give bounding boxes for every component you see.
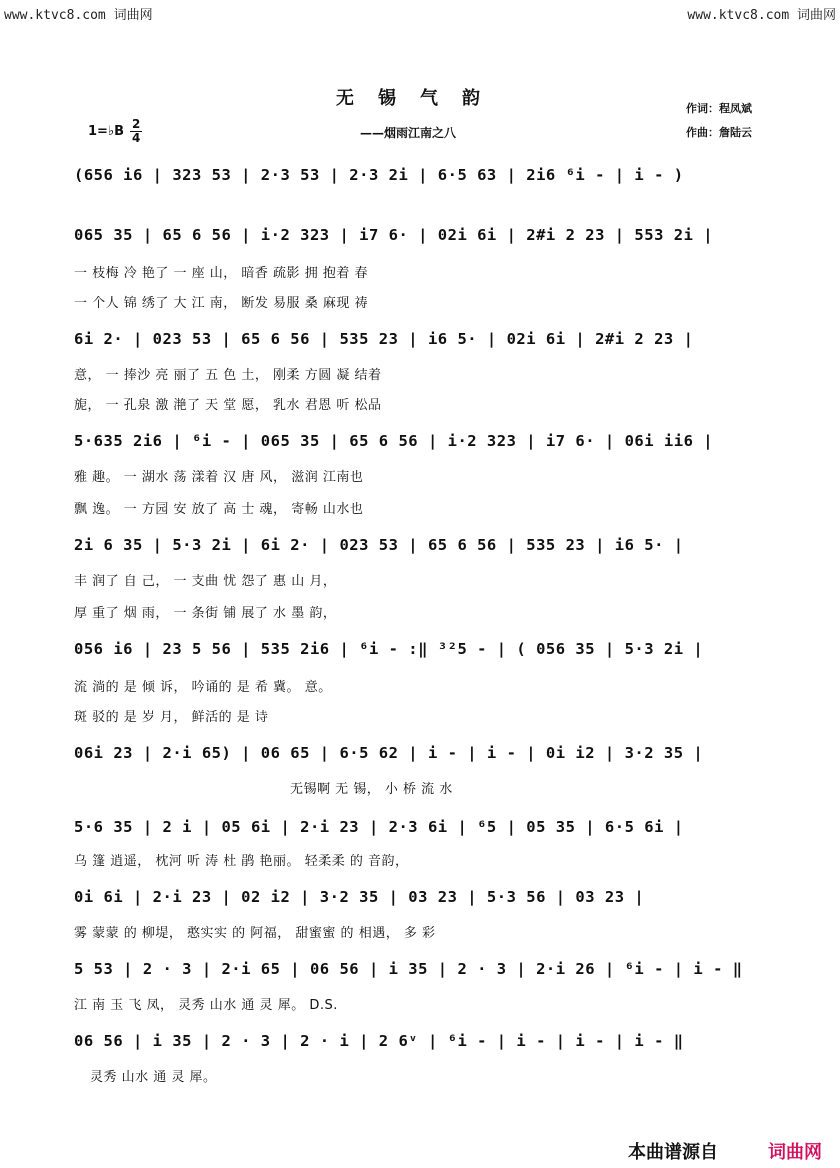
lyric-line: 一 枝梅 冷 艳了 一 座 山， 暗香 疏影 拥 抱着 春 (74, 266, 368, 281)
lyricist-credit: 作词：程凤斌 (686, 102, 752, 115)
lyric-line: 无锡啊 无 锡， 小 桥 流 水 (290, 782, 453, 797)
staff-line: 0i 6i | 2·i 23 | 02 i2 | 3·2 35 | 03 23 | 5·3 56 | 03 23 | (74, 888, 645, 906)
staff-line: 2i 6 35 | 5·3 2i | 6i 2· | 023 53 | 65 6 56 | 535 23 | i6 5· | (74, 536, 684, 554)
lyric-line: 灵秀 山水 通 灵 犀。 (90, 1070, 217, 1085)
lyric-line: 一 个人 锦 绣了 大 江 南， 断发 易服 桑 麻现 祷 (74, 296, 368, 311)
staff-line: 5·6 35 | 2 i | 05 6i | 2·i 23 | 2·3 6i | ⁶5 | 05 35 | 6·5 6i | (74, 818, 684, 836)
staff-line: 5 53 | 2 · 3 | 2·i 65 | 06 56 | i 35 | 2 · 3 | 2·i 26 | ⁶i - | i - ‖ (74, 960, 743, 978)
staff-line: 06 56 | i 35 | 2 · 3 | 2 · i | 2 6ᵛ | ⁶i - | i - | i - | i - ‖ (74, 1032, 684, 1050)
lyric-line: 雅 趣。 一 湖水 荡 漾着 汉 唐 风， 滋润 江南也 (74, 470, 364, 485)
lyric-line: 雾 蒙蒙 的 柳堤， 憨实实 的 阿福， 甜蜜蜜 的 相遇， 多 彩 (74, 926, 436, 941)
meter-denominator: 4 (132, 131, 141, 145)
source-label: 本曲谱源自 (628, 1142, 718, 1163)
staff-line: 5·635 2i6 | ⁶i - | 065 35 | 65 6 56 | i·2 323 | i7 6· | 06i ii6 | (74, 432, 714, 450)
site-logo[interactable]: 词曲网 (768, 1142, 822, 1163)
lyric-line: 江 南 玉 飞 凤， 灵秀 山水 通 灵 犀。 D.S. (74, 998, 338, 1013)
song-title: 无锡气韵 (336, 88, 504, 109)
song-subtitle: ——烟雨江南之八 (360, 126, 457, 140)
lyric-line: 乌 篷 逍遥， 枕河 听 涛 杜 鹃 艳丽。 轻柔柔 的 音韵， (74, 854, 409, 869)
meter-numerator: 2 (132, 117, 141, 131)
time-signature (130, 118, 142, 145)
site-watermark-right: www.ktvc8.com 词曲网 (687, 8, 836, 23)
key-signature: 1=♭B (88, 124, 124, 139)
staff-line: 065 35 | 65 6 56 | i·2 323 | i7 6· | 02i 6i | 2#i 2 23 | 553 2i | (74, 226, 714, 244)
lyric-line: 飘 逸。 一 方园 安 放了 高 士 魂， 寄畅 山水也 (74, 502, 364, 517)
lyric-line: 丰 润了 自 己， 一 支曲 忧 怨了 惠 山 月， (74, 574, 337, 589)
lyric-line: 厚 重了 烟 雨， 一 条街 铺 展了 水 墨 韵， (74, 606, 337, 621)
lyric-line: 斑 驳的 是 岁 月， 鲜活的 是 诗 (74, 710, 269, 725)
lyric-line: 流 淌的 是 倾 诉， 吟诵的 是 希 冀。 意。 (74, 680, 332, 695)
site-watermark-left: www.ktvc8.com 词曲网 (4, 8, 153, 23)
composer-credit: 作曲：詹陆云 (686, 126, 752, 139)
staff-line: 056 i6 | 23 5 56 | 535 2i6 | ⁶i - :‖ ³²5 - | ( 056 35 | 5·3 2i | (74, 640, 704, 658)
staff-line: (656 i6 | 323 53 | 2·3 53 | 2·3 2i | 6·5 63 | 2i6 ⁶i - | i - ) (74, 166, 684, 184)
staff-line: 6i 2· | 023 53 | 65 6 56 | 535 23 | i6 5· | 02i 6i | 2#i 2 23 | (74, 330, 694, 348)
staff-line: 06i 23 | 2·i 65) | 06 65 | 6·5 62 | i - | i - | 0i i2 | 3·2 35 | (74, 744, 704, 762)
lyric-line: 意， 一 捧沙 亮 丽了 五 色 土， 刚柔 方圆 凝 结着 (74, 368, 382, 383)
lyric-line: 旎， 一 孔泉 激 滟了 天 堂 愿， 乳水 君恩 听 松品 (74, 398, 382, 413)
